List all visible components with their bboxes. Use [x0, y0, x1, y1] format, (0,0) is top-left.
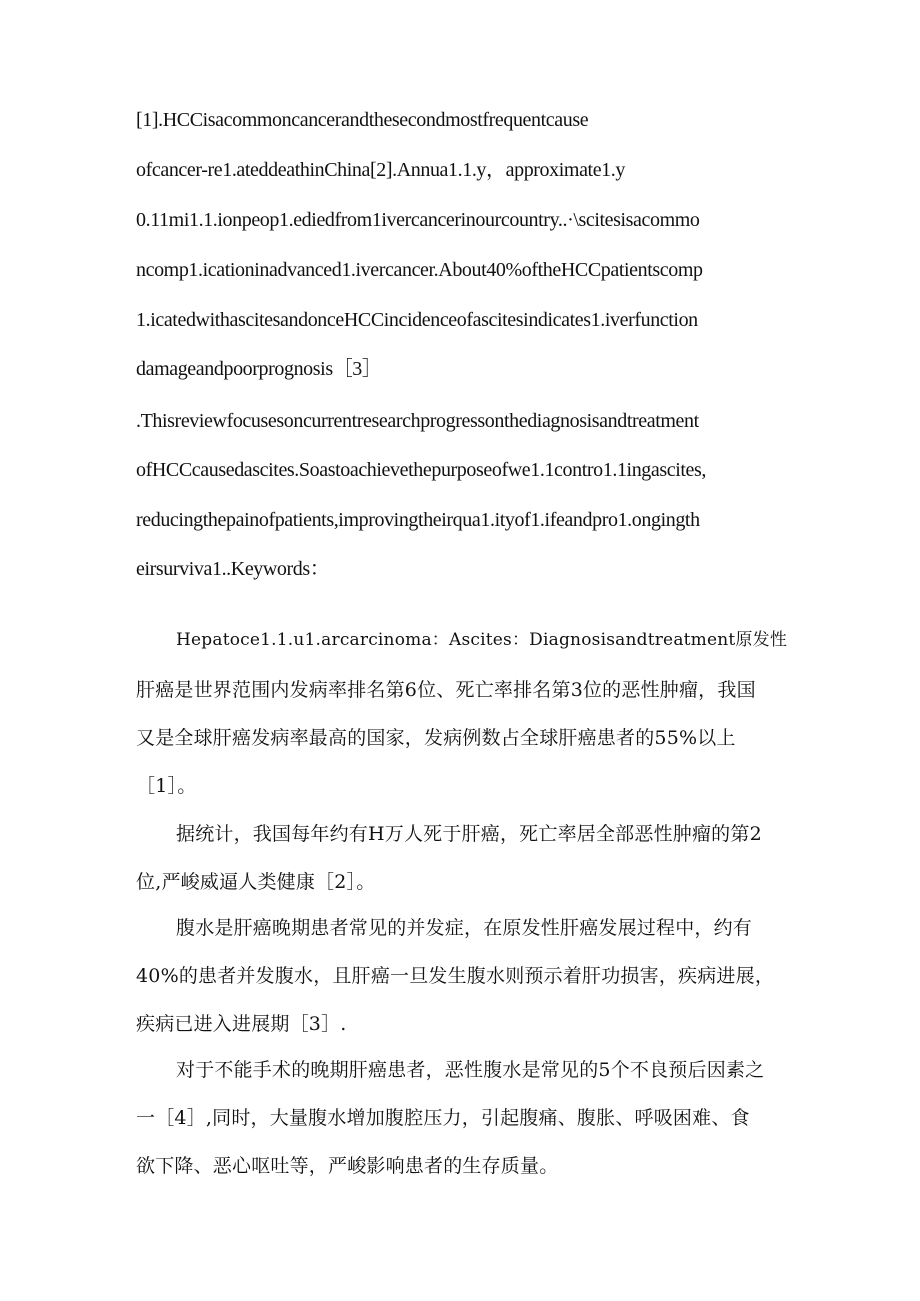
paragraph-3-line-2: 40%的患者并发腹水，且肝癌一旦发生腹水则预示着肝功损害，疾病进展，	[136, 965, 775, 987]
abstract-line-5: 1.icatedwithascitesandonceHCCincidenceofascitesindicates1.iverfunction	[136, 309, 698, 331]
paragraph-2-line-2: 位,严峻威逼人类健康［2］。	[136, 871, 376, 893]
paragraph-4-line-2: 一［4］,同时，大量腹水增加腹腔压力，引起腹痛、腹胀、呼吸困难、食	[136, 1107, 750, 1129]
paragraph-3-line-3: 疾病已进入进展期［3］.	[136, 1013, 347, 1035]
paragraph-1-line-2: 肝癌是世界范围内发病率排名第6位、死亡率排名第3位的恶性肿瘤，我国	[136, 679, 756, 701]
abstract-line-2: ofcancer-re1.ateddeathinChina[2].Annua1.1.y，approximate1.y	[136, 159, 625, 181]
paragraph-4-line-1: 对于不能手术的晚期肝癌患者，恶性腹水是常见的5个不良预后因素之	[176, 1059, 765, 1081]
abstract-line-1: [1].HCCisacommoncancerandthesecondmostfrequentcause	[136, 109, 589, 131]
abstract-line-6: damageandpoorprognosis［3］	[136, 358, 382, 380]
paragraph-3-line-1: 腹水是肝癌晚期患者常见的并发症，在原发性肝癌发展过程中，约有	[176, 917, 753, 939]
abstract-line-9: reducingthepainofpatients,improvingtheirqua1.ityof1.ifeandpro1.ongingth	[136, 509, 700, 531]
abstract-line-10: eirsurviva1..Keywords：	[136, 558, 330, 580]
paragraph-1-line-3: 又是全球肝癌发病率最高的国家，发病例数占全球肝癌患者的55%以上	[136, 727, 736, 749]
paragraph-2-line-1: 据统计，我国每年约有H万人死于肝癌，死亡率居全部恶性肿瘤的第2	[176, 823, 762, 845]
abstract-line-7: .Thisreviewfocusesoncurrentresearchprogressonthediagnosisandtreatment	[136, 410, 699, 432]
abstract-line-3: 0.11mi1.1.ionpeop1.ediedfrom1ivercancerinourcountry..·\scitesisacommo	[136, 209, 700, 231]
abstract-line-8: ofHCCcausedascites.Soastoachievethepurposeofwe1.1contro1.1ingascites,	[136, 459, 707, 481]
abstract-line-4: ncomp1.icationinadvanced1.ivercancer.About40%oftheHCCpatientscomp	[136, 259, 703, 281]
paragraph-1-line-1: Hepatoce1.1.u1.arcarcinoma：Ascites：Diagnosisandtreatment原发性	[176, 630, 788, 650]
paragraph-4-line-3: 欲下降、恶心呕吐等，严峻影响患者的生存质量。	[136, 1155, 559, 1177]
paragraph-1-line-4: ［1］。	[136, 775, 197, 797]
